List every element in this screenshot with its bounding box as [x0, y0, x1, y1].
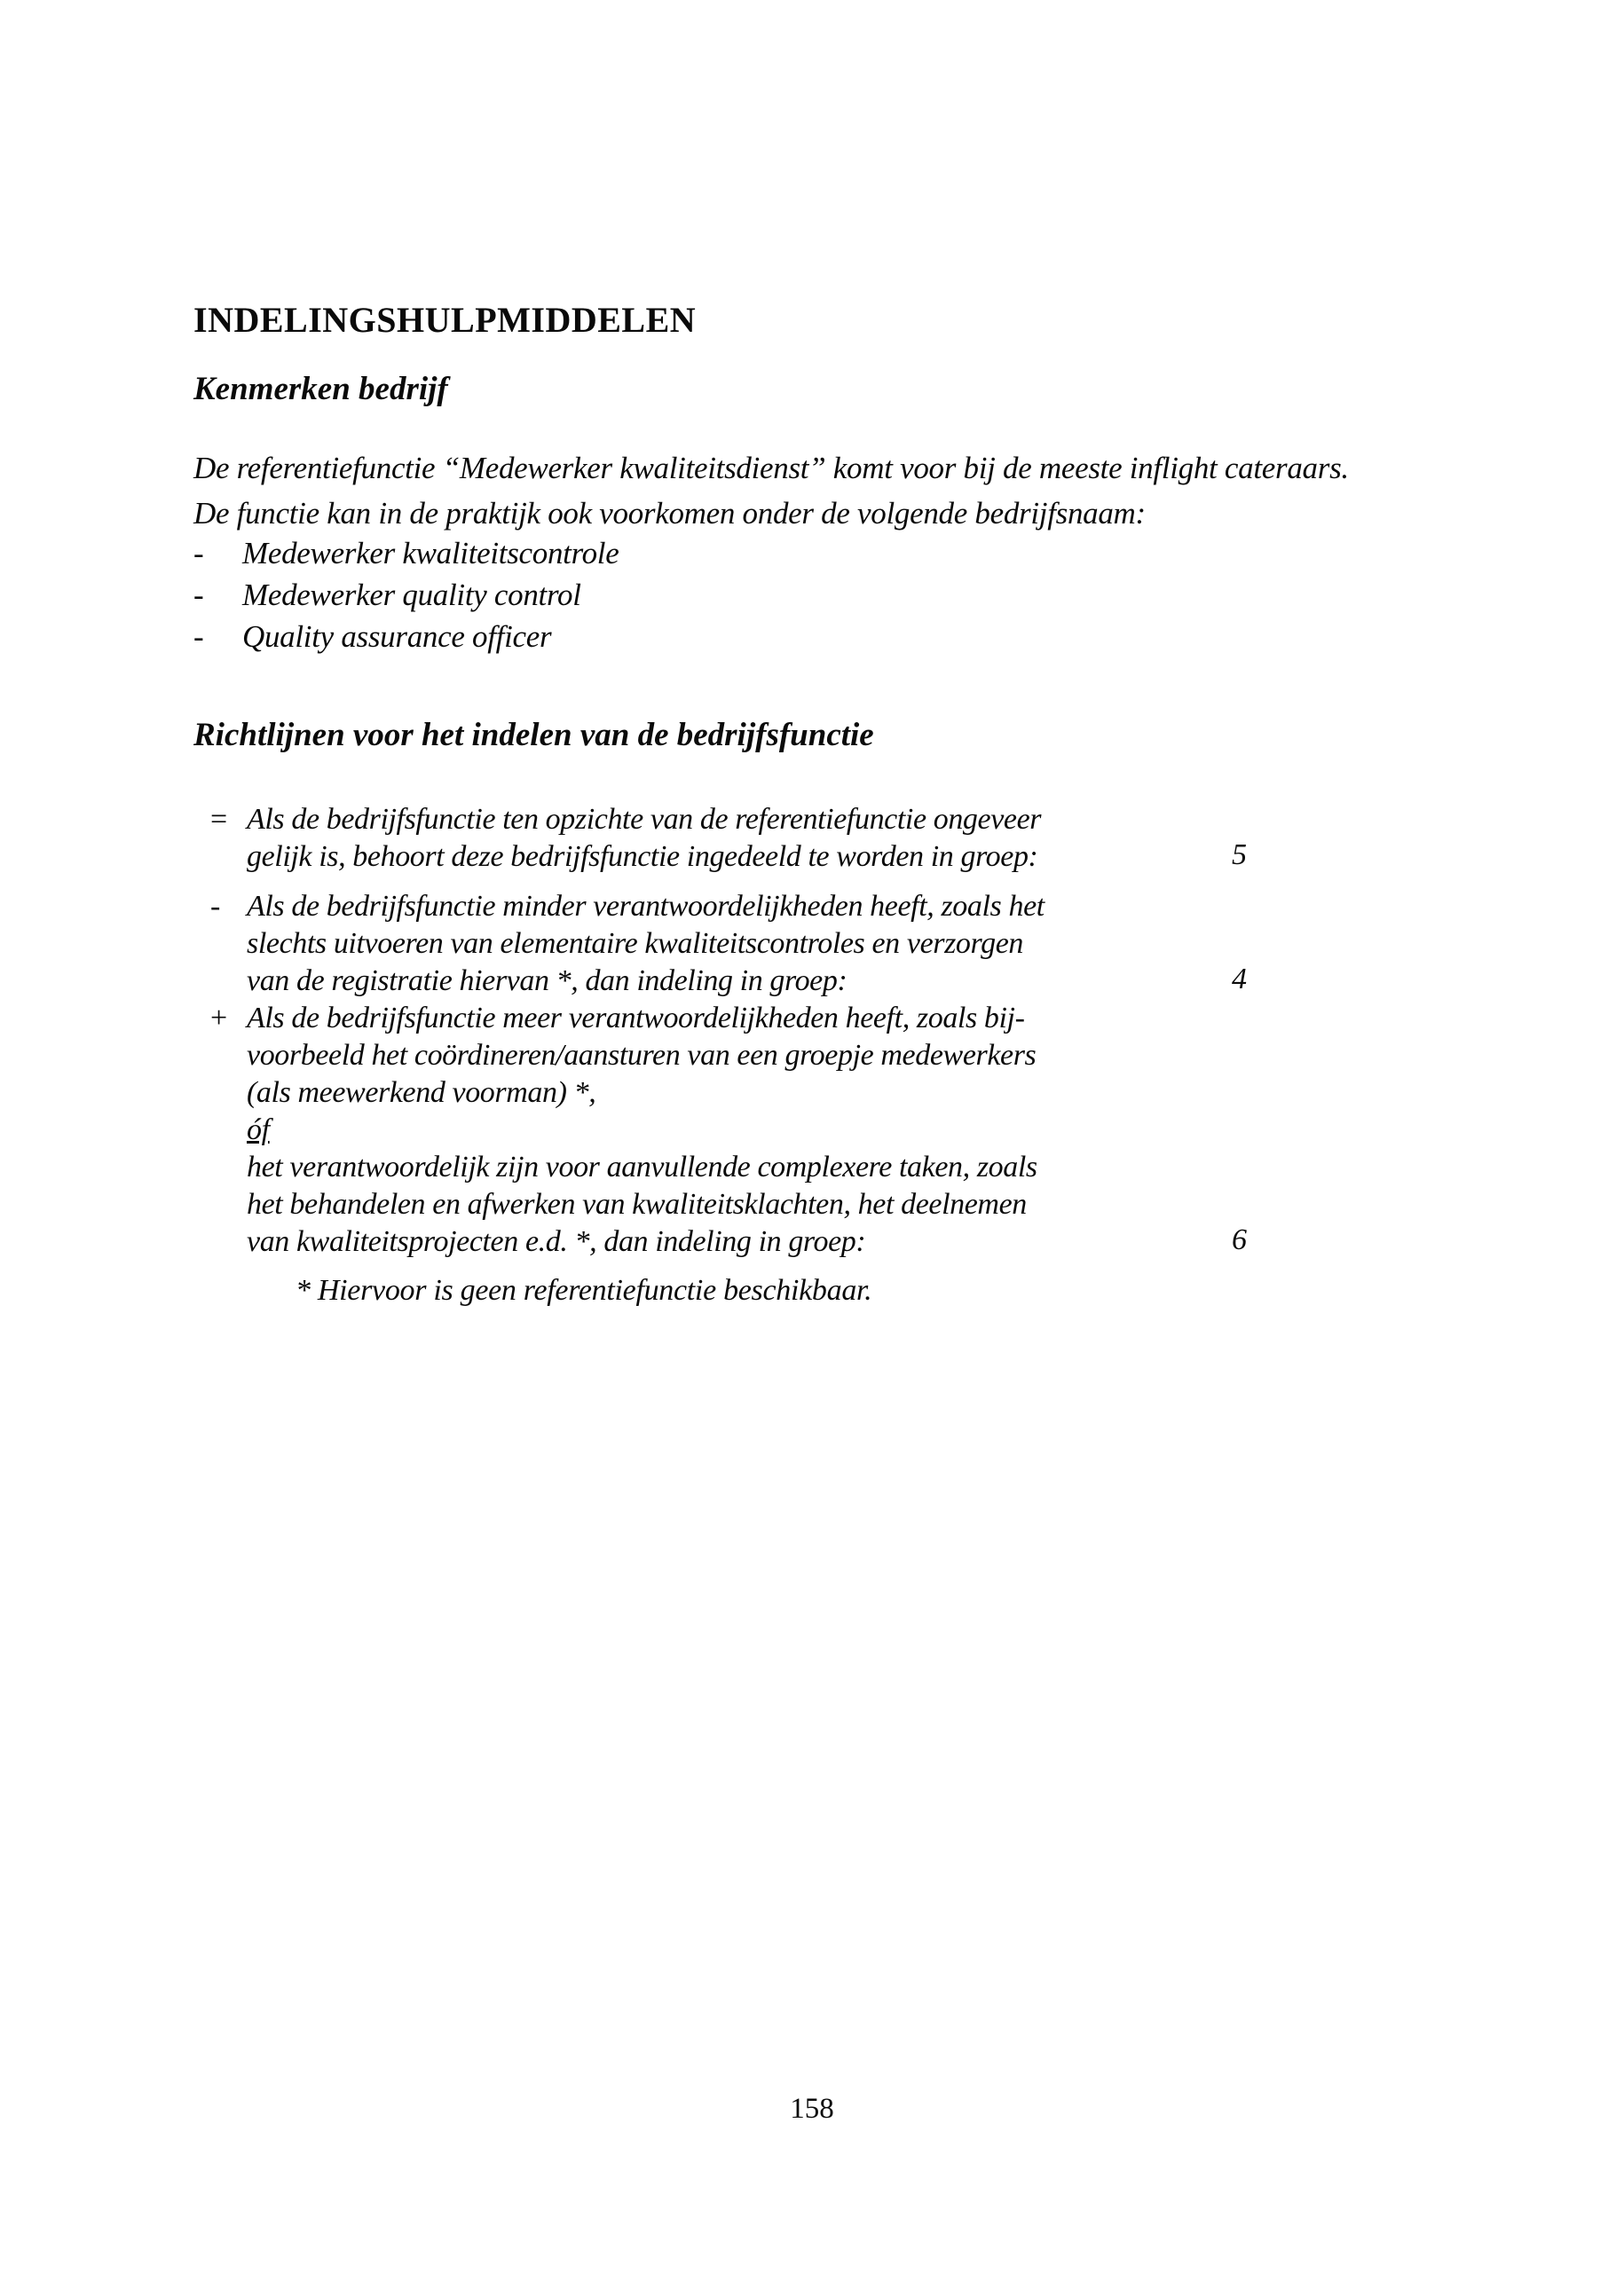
section-heading-richtlijnen: Richtlijnen voor het indelen van de bedrijfsfunctie [193, 717, 874, 753]
section-heading-kenmerken: Kenmerken bedrijf [193, 371, 448, 407]
guideline-line: Als de bedrijfsfunctie minder verantwoordelijkheden heeft, zoals het [247, 890, 1045, 923]
guideline-line: slechts uitvoeren van elementaire kwaliteitscontroles en verzorgen [247, 927, 1023, 960]
guideline-line: (als meewerkend voorman) *, [247, 1076, 596, 1109]
guideline-line-of: óf [247, 1113, 270, 1146]
guideline-line: gelijk is, behoort deze bedrijfsfunctie ingedeeld te worden in groep: [247, 840, 1038, 873]
page-title: INDELINGSHULPMIDDELEN [193, 300, 697, 340]
guideline-line: het behandelen en afwerken van kwaliteitsklachten, het deelnemen [247, 1188, 1027, 1221]
alias-label: Medewerker quality control [242, 578, 581, 612]
guideline-line: voorbeeld het coördineren/aansturen van een groepje medewerkers [247, 1039, 1037, 1072]
guideline-line: Als de bedrijfsfunctie ten opzichte van de referentiefunctie ongeveer [247, 803, 1042, 836]
group-number: 4 [1232, 963, 1247, 995]
alias-label: Medewerker kwaliteitscontrole [242, 536, 619, 570]
intro-line-2: De functie kan in de praktijk ook voorkomen onder de volgende bedrijfsnaam: [193, 496, 1146, 531]
guideline-line: van de registratie hiervan *, dan indeling in groep: [247, 964, 847, 997]
alias-label: Quality assurance officer [242, 619, 552, 654]
group-number: 5 [1232, 838, 1247, 871]
alias-bullet-dash: - [193, 578, 204, 612]
page-number: 158 [790, 2093, 834, 2125]
guideline-marker-minus: - [210, 890, 221, 923]
alias-bullet-dash: - [193, 536, 204, 570]
alias-bullet-dash: - [193, 619, 204, 654]
guideline-line: van kwaliteitsprojecten e.d. *, dan indeling in groep: [247, 1225, 866, 1258]
guideline-line: Als de bedrijfsfunctie meer verantwoordelijkheden heeft, zoals bij- [247, 1002, 1025, 1034]
intro-line-1: De referentiefunctie “Medewerker kwaliteitsdienst” komt voor bij de meeste inflight cateraars. [193, 451, 1349, 485]
guideline-line: het verantwoordelijk zijn voor aanvullende complexere taken, zoals [247, 1151, 1037, 1183]
guideline-marker-equal: = [210, 803, 228, 836]
group-number: 6 [1232, 1223, 1247, 1256]
guideline-marker-plus: + [210, 1002, 228, 1034]
footnote: * Hiervoor is geen referentiefunctie beschikbaar. [296, 1274, 872, 1307]
